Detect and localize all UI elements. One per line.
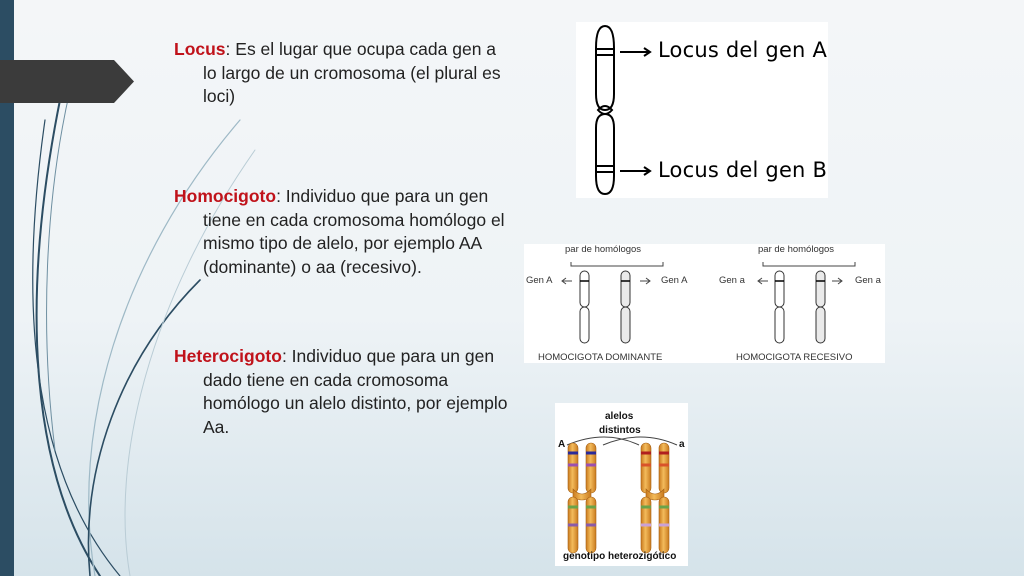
heterocigoto-text: : Individuo que para un gen dado tiene en cada cromosoma homólogo un alelo distinto, por ejemplo Aa. (203, 346, 508, 437)
gene-label-right-dominante: Gen A (661, 275, 688, 286)
pair-label-dominante: par de homólogos (565, 244, 642, 255)
locus-text: : Es el lugar que ocupa cada gen a lo largo de un cromosoma (el plural es loci) (203, 39, 501, 106)
homocigoto-term: Homocigoto (174, 186, 277, 206)
homocigota-figure (524, 244, 885, 363)
pair-label-recesivo: par de homólogos (758, 244, 835, 255)
alleles-title-line2: distintos (599, 425, 641, 436)
locus-definition (174, 38, 514, 109)
homocigoto-definition (174, 185, 514, 279)
locus-term: Locus (174, 39, 226, 59)
caption-dominante: HOMOCIGOTA DOMINANTE (538, 352, 663, 363)
locus-figure (576, 22, 828, 198)
allele-label-A: A (558, 439, 566, 450)
homocigoto-text: : Individuo que para un gen tiene en cada cromosoma homólogo el mismo tipo de alelo, por ejemplo AA (dominante) o aa (recesivo). (203, 186, 505, 277)
homologous-pairs-diagram (524, 244, 885, 363)
gene-label-right-recesivo: Gen a (855, 275, 881, 286)
allele-label-a: a (679, 439, 685, 450)
heterocigoto-definition (174, 345, 514, 439)
caption-recesivo: HOMOCIGOTA RECESIVO (736, 352, 853, 363)
heterocigoto-figure (555, 403, 688, 566)
locus-label-a: Locus del gen A (658, 38, 828, 62)
heterocigoto-term: Heterocigoto (174, 346, 282, 366)
title-arrow-tab (0, 60, 134, 103)
genotype-caption: genotipo heterozigótico (563, 551, 677, 562)
gene-label-left-dominante: Gen A (526, 275, 553, 286)
locus-label-b: Locus del gen B (658, 158, 828, 182)
alleles-title-line1: alelos (605, 411, 634, 422)
gene-label-left-recesivo: Gen a (719, 275, 745, 286)
